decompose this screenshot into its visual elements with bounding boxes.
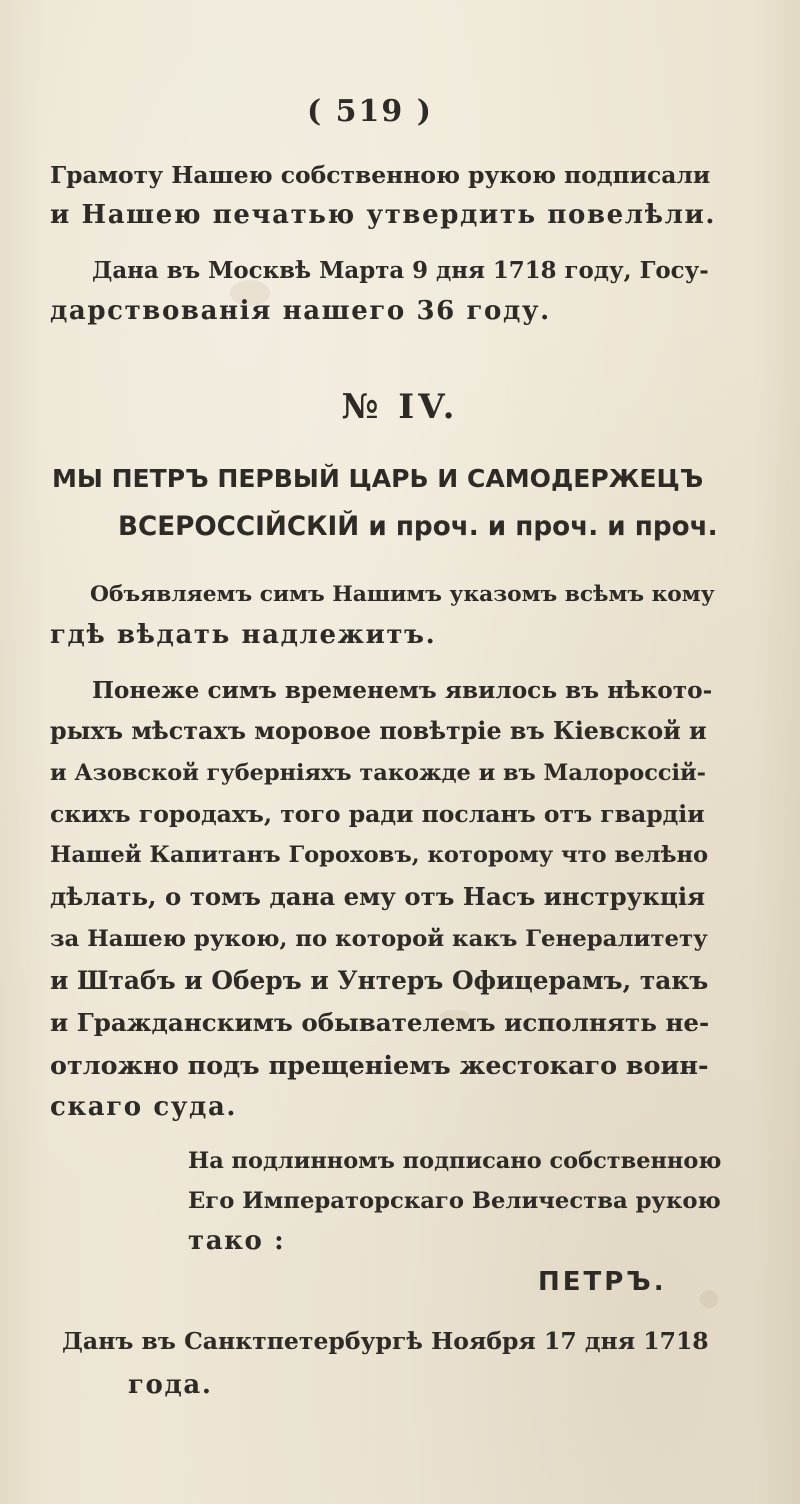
- decree-title-line: ВСЕРОССІЙСКІЙ и проч. и проч. и проч.: [118, 512, 718, 542]
- text-line: тако :: [188, 1226, 286, 1256]
- text-line: и Нашею печатью утвердить повелѣли.: [50, 200, 717, 230]
- text-line: Данъ въ Санктпетербургѣ Ноября 17 дня 1718: [62, 1327, 709, 1355]
- paper-stain: [700, 1290, 718, 1308]
- text-line: и Штабъ и Оберъ и Унтеръ Офицерамъ, такъ: [50, 966, 709, 995]
- text-line: На подлинномъ подписано собственною: [188, 1148, 722, 1174]
- signature: ПЕТРЪ.: [538, 1267, 667, 1297]
- decree-title-line: МЫ ПЕТРЪ ПЕРВЫЙ ЦАРЬ И САМОДЕРЖЕЦЪ: [52, 464, 704, 493]
- text-line: за Нашею рукою, по которой какъ Генералитету: [50, 926, 708, 952]
- text-line: Его Императорскаго Величества рукою: [188, 1188, 721, 1214]
- text-line: скаго суда.: [50, 1092, 238, 1122]
- text-line: и Гражданскимъ обывателемъ исполнять не-: [50, 1008, 710, 1037]
- text-line: Дана въ Москвѣ Марта 9 дня 1718 году, Госу-: [92, 258, 709, 284]
- text-line: рыхъ мѣстахъ моровое повѣтріе въ Кіевской и: [50, 717, 707, 745]
- text-line: Объявляемъ симъ Нашимъ указомъ всѣмъ кому: [90, 582, 715, 607]
- text-line: Грамоту Нашею собственною рукою подписали: [50, 161, 711, 189]
- text-line: Нашей Капитанъ Гороховъ, которому что велѣно: [50, 842, 709, 868]
- text-line: дарствованія нашего 36 году.: [50, 296, 551, 326]
- section-number: № IV.: [341, 387, 459, 427]
- text-line: гдѣ вѣдать надлежитъ.: [50, 620, 437, 650]
- page-number: ( 519 ): [307, 94, 433, 129]
- text-line: года.: [128, 1370, 213, 1400]
- text-line: Понеже симъ временемъ явилось въ нѣкото-: [92, 677, 713, 704]
- text-line: отложно подъ прещеніемъ жестокаго воин-: [50, 1050, 709, 1080]
- text-line: скихъ городахъ, того ради посланъ отъ гвардіи: [50, 800, 705, 828]
- text-line: дѣлать, о томъ дана ему отъ Насъ инструкція: [50, 882, 706, 911]
- text-line: и Азовской губерніяхъ такожде и въ Малороссій-: [50, 760, 706, 786]
